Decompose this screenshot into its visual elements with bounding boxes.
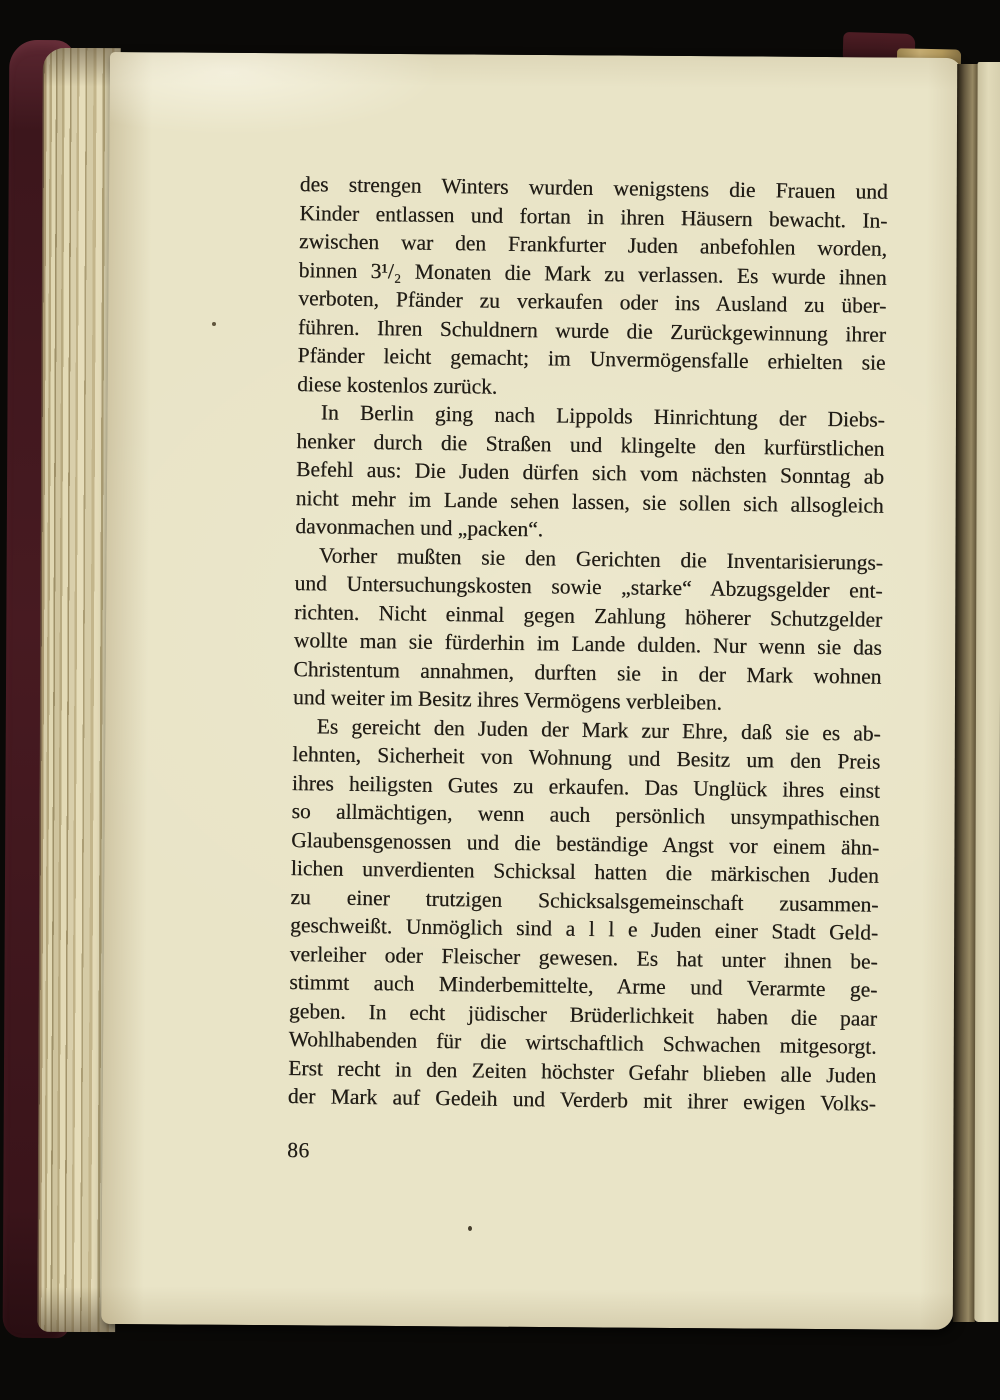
next-page-edge-right — [974, 62, 1000, 1322]
text-line: führen. Ihren Schuldnern wurde die Zurückgewinnung ihrer — [297, 314, 887, 347]
paragraph — [288, 711, 881, 1118]
text-line: henker durch die Straßen und klingelte den kurfürstlichen — [296, 428, 885, 461]
text-line: Wohlhabenden für die wirtschaftlich Schwachen mitgesorgt. — [288, 1026, 877, 1059]
text-line: verleiher oder Fleischer gewesen. Es hat unter ihnen be- — [289, 941, 878, 974]
text-line: der Mark auf Gedeih und Verderb mit ihrer ewigen Volks- — [287, 1083, 876, 1116]
paper-speck — [468, 1226, 472, 1231]
text-line: In Berlin ging nach Lippolds Hinrichtung der Diebs- — [320, 400, 885, 432]
paragraph — [293, 540, 883, 719]
text-line: Pfänder leicht gemacht; im Unvermögensfalle erhielten sie — [297, 342, 886, 375]
text-line: zu einer trutzigen Schicksalsgemeinschaft zusammen- — [290, 884, 879, 917]
text-line: nicht mehr im Lande sehen lassen, sie sollen sich allsogleich — [295, 485, 884, 518]
text-line: Erst recht in den Zeiten höchster Gefahr blieben alle Juden — [288, 1055, 877, 1088]
text-line: Christentum annahmen, durften sie in der Mark wohnen — [293, 656, 882, 689]
text-line: geben. In echt jüdischer Brüderlichkeit haben die paar — [288, 998, 878, 1031]
text-line: Befehl aus: Die Juden dürfen sich vom nächsten Sonntag ab — [295, 456, 885, 489]
page-number: 86 — [287, 1137, 310, 1162]
text-line: binnen 3¹/₂ Monaten die Mark zu verlassen. Es wurde ihnen — [298, 257, 887, 290]
text-line: lichen unverdienten Schicksal hatten die märkischen Juden — [290, 855, 879, 888]
text-line: lehnten, Sicherheit von Wohnung und Besitz um den Preis — [292, 741, 881, 774]
text-line: und weiter im Besitz ihres Vermögens verbleiben. — [292, 684, 723, 715]
text-line: so allmächtigen, wenn auch persönlich unsympathischen — [291, 798, 880, 831]
text-line: Kinder entlassen und fortan in ihren Häusern bewacht. In- — [299, 200, 888, 233]
page-text-block — [287, 170, 888, 1170]
text-line: verboten, Pfänder zu verkaufen oder ins Ausland zu über- — [298, 285, 887, 318]
text-line: geschweißt. Unmöglich sind a l l e Juden einer Stadt Geld- — [289, 912, 879, 945]
text-line: des strengen Winters wurden wenigstens die Frauen und — [299, 171, 888, 204]
text-line: Vorher mußten sie den Gerichten die Inventarisierungs- — [318, 542, 884, 575]
text-line: und Untersuchungskosten sowie „starke“ Abzugsgelder ent- — [294, 570, 883, 603]
text-line: stimmt auch Minderbemittelte, Arme und Verarmte ge- — [289, 969, 878, 1002]
text-line: davonmachen und „packen“. — [295, 513, 544, 542]
paper-speck — [212, 322, 216, 326]
text-line: ihres heiligsten Gutes zu erkaufen. Das Unglück ihres einst — [291, 770, 881, 803]
text-line: zwischen war den Frankfurter Juden anbefohlen worden, — [298, 228, 888, 261]
text-line: Es gereicht den Juden der Mark zur Ehre, daß sie es ab- — [316, 713, 881, 746]
paragraph — [295, 398, 885, 548]
paragraph — [297, 170, 888, 406]
text-line: Glaubensgenossen und die beständige Angst vor einem ähn- — [291, 827, 880, 860]
text-line: richten. Nicht einmal gegen Zahlung höherer Schutzgelder — [294, 599, 883, 632]
text-line: diese kostenlos zurück. — [297, 371, 498, 399]
text-line: wollte man sie fürderhin im Lande dulden. Nur wenn sie das — [293, 627, 882, 660]
